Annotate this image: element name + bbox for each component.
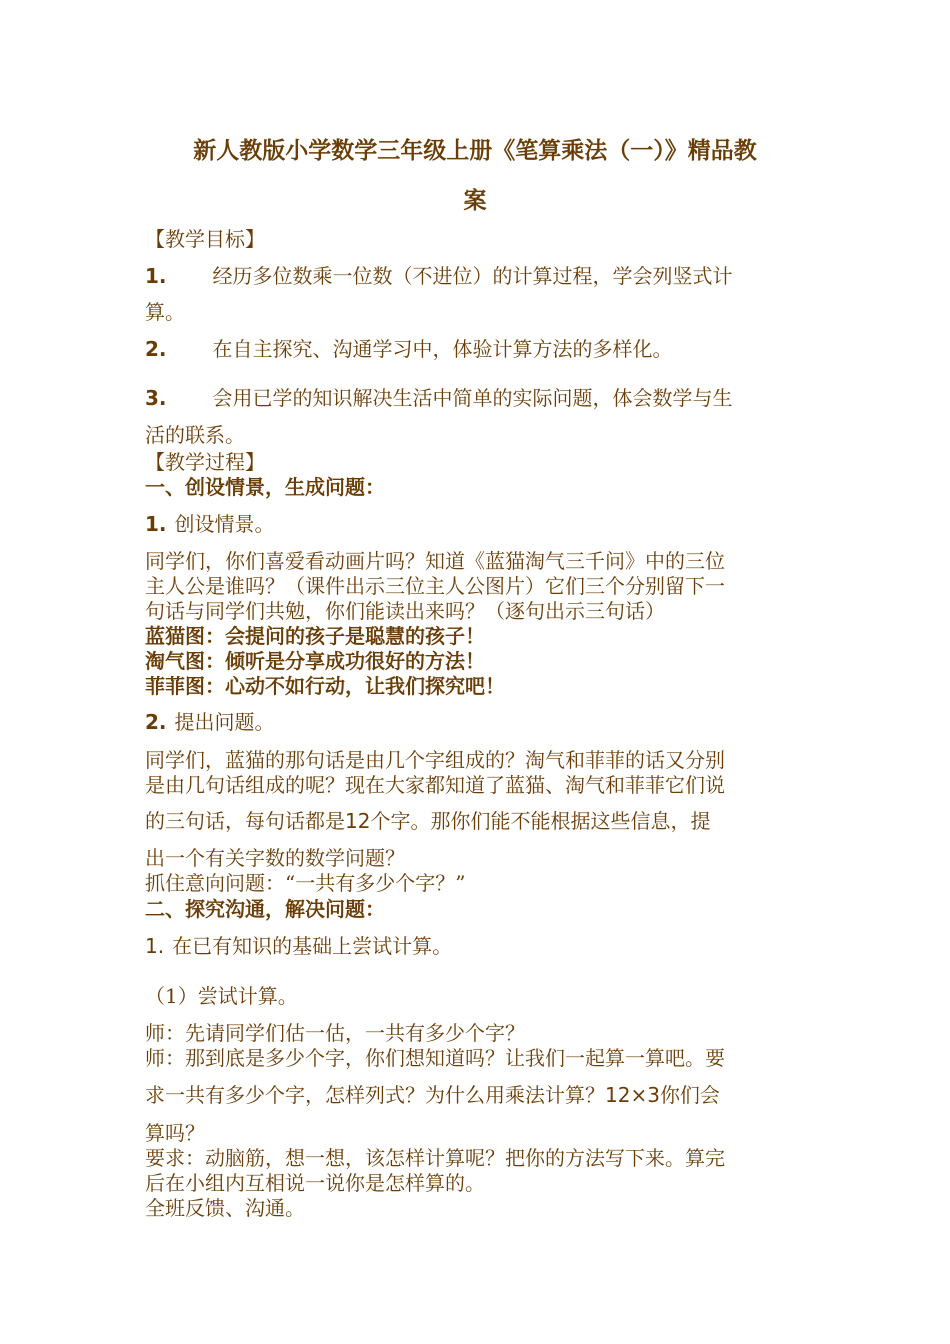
section1-para2-line4: 出一个有关字数的数学问题？ [145, 846, 405, 870]
step-number: 1. [145, 512, 167, 536]
goal-text: 会用已学的知识解决生活中简单的实际问题，体会数学与生 [212, 386, 733, 410]
para2-text: 的三句话，每句话都是 [145, 809, 345, 833]
section2-line1: 师：先请同学们估一估，一共有多少个字？ [145, 1021, 525, 1045]
section1-para2-line1: 同学们，蓝猫的那句话是由几个字组成的？淘气和菲菲的话又分别 [145, 748, 725, 772]
section2-line7: 全班反馈、沟通。 [145, 1196, 305, 1220]
goal-number: 3. [145, 386, 167, 410]
section2-heading: 二、探究沟通，解决问题： [145, 897, 385, 921]
goal-item-1 [145, 263, 805, 289]
quote-feifei: 菲菲图：心动不如行动，让我们探究吧！ [145, 674, 505, 698]
step-number: 1. [145, 934, 165, 958]
step-number: 2. [145, 710, 167, 734]
goals-heading: 【教学目标】 [145, 227, 265, 251]
section1-step1 [145, 511, 805, 537]
section1-para1-line1: 同学们，你们喜爱看动画片吗？知道《蓝猫淘气三千问》中的三位 [145, 549, 725, 573]
section1-para2-line5: 抓住意向问题：“一共有多少个字？” [145, 871, 466, 895]
step-text: 提出问题。 [174, 710, 275, 734]
process-heading: 【教学过程】 [145, 450, 265, 474]
step-text: 在已有知识的基础上尝试计算。 [172, 934, 453, 958]
line3-formula: 12×3 [605, 1083, 660, 1107]
section1-heading: 一、创设情景，生成问题： [145, 475, 385, 499]
document-title-line2: 案 [463, 187, 487, 214]
goal-item-3 [145, 385, 805, 411]
quote-taoqi: 淘气图：倾听是分享成功很好的方法！ [145, 649, 485, 673]
goal-number: 1. [145, 264, 167, 288]
section2-line5: 要求：动脑筋，想一想，该怎样计算呢？把你的方法写下来。算完 [145, 1146, 725, 1170]
section1-para1-line2: 主人公是谁吗？（课件出示三位主人公图片）它们三个分别留下一 [145, 574, 725, 598]
section2-line3 [145, 1082, 805, 1108]
line3-text: 求一共有多少个字，怎样列式？为什么用乘法计算？ [145, 1083, 605, 1107]
section2-line6: 后在小组内互相说一说你是怎样算的。 [145, 1171, 485, 1195]
section1-para2-line2: 是由几句话组成的呢？现在大家都知道了蓝猫、淘气和菲菲它们说 [145, 773, 725, 797]
quote-lanmao: 蓝猫图：会提问的孩子是聪慧的孩子！ [145, 624, 485, 648]
section2-sub1: （1）尝试计算。 [145, 984, 298, 1008]
section1-step2 [145, 709, 805, 735]
para2-number: 12 [345, 809, 371, 833]
section2-step1 [145, 933, 805, 959]
goal-item-1-cont: 算。 [145, 300, 185, 324]
goal-item-2 [145, 336, 805, 362]
section2-line2: 师：那到底是多少个字，你们想知道吗？让我们一起算一算吧。要 [145, 1046, 725, 1070]
goal-item-3-cont: 活的联系。 [145, 423, 245, 447]
goal-number: 2. [145, 337, 167, 361]
section2-line4: 算吗？ [145, 1121, 205, 1145]
goal-text: 在自主探究、沟通学习中，体验计算方法的多样化。 [212, 337, 673, 361]
line3-text: 你们会 [659, 1083, 720, 1107]
section1-para2-line3 [145, 808, 805, 834]
para2-text: 个字。那你们能不能根据这些信息，提 [370, 809, 711, 833]
step-text: 创设情景。 [174, 512, 275, 536]
goal-text: 经历多位数乘一位数（不进位）的计算过程，学会列竖式计 [212, 264, 733, 288]
section1-para1-line3: 句话与同学们共勉，你们能读出来吗？（逐句出示三句话） [145, 599, 665, 623]
document-title-line1: 新人教版小学数学三年级上册《笔算乘法（一）》精品教 [193, 137, 757, 164]
